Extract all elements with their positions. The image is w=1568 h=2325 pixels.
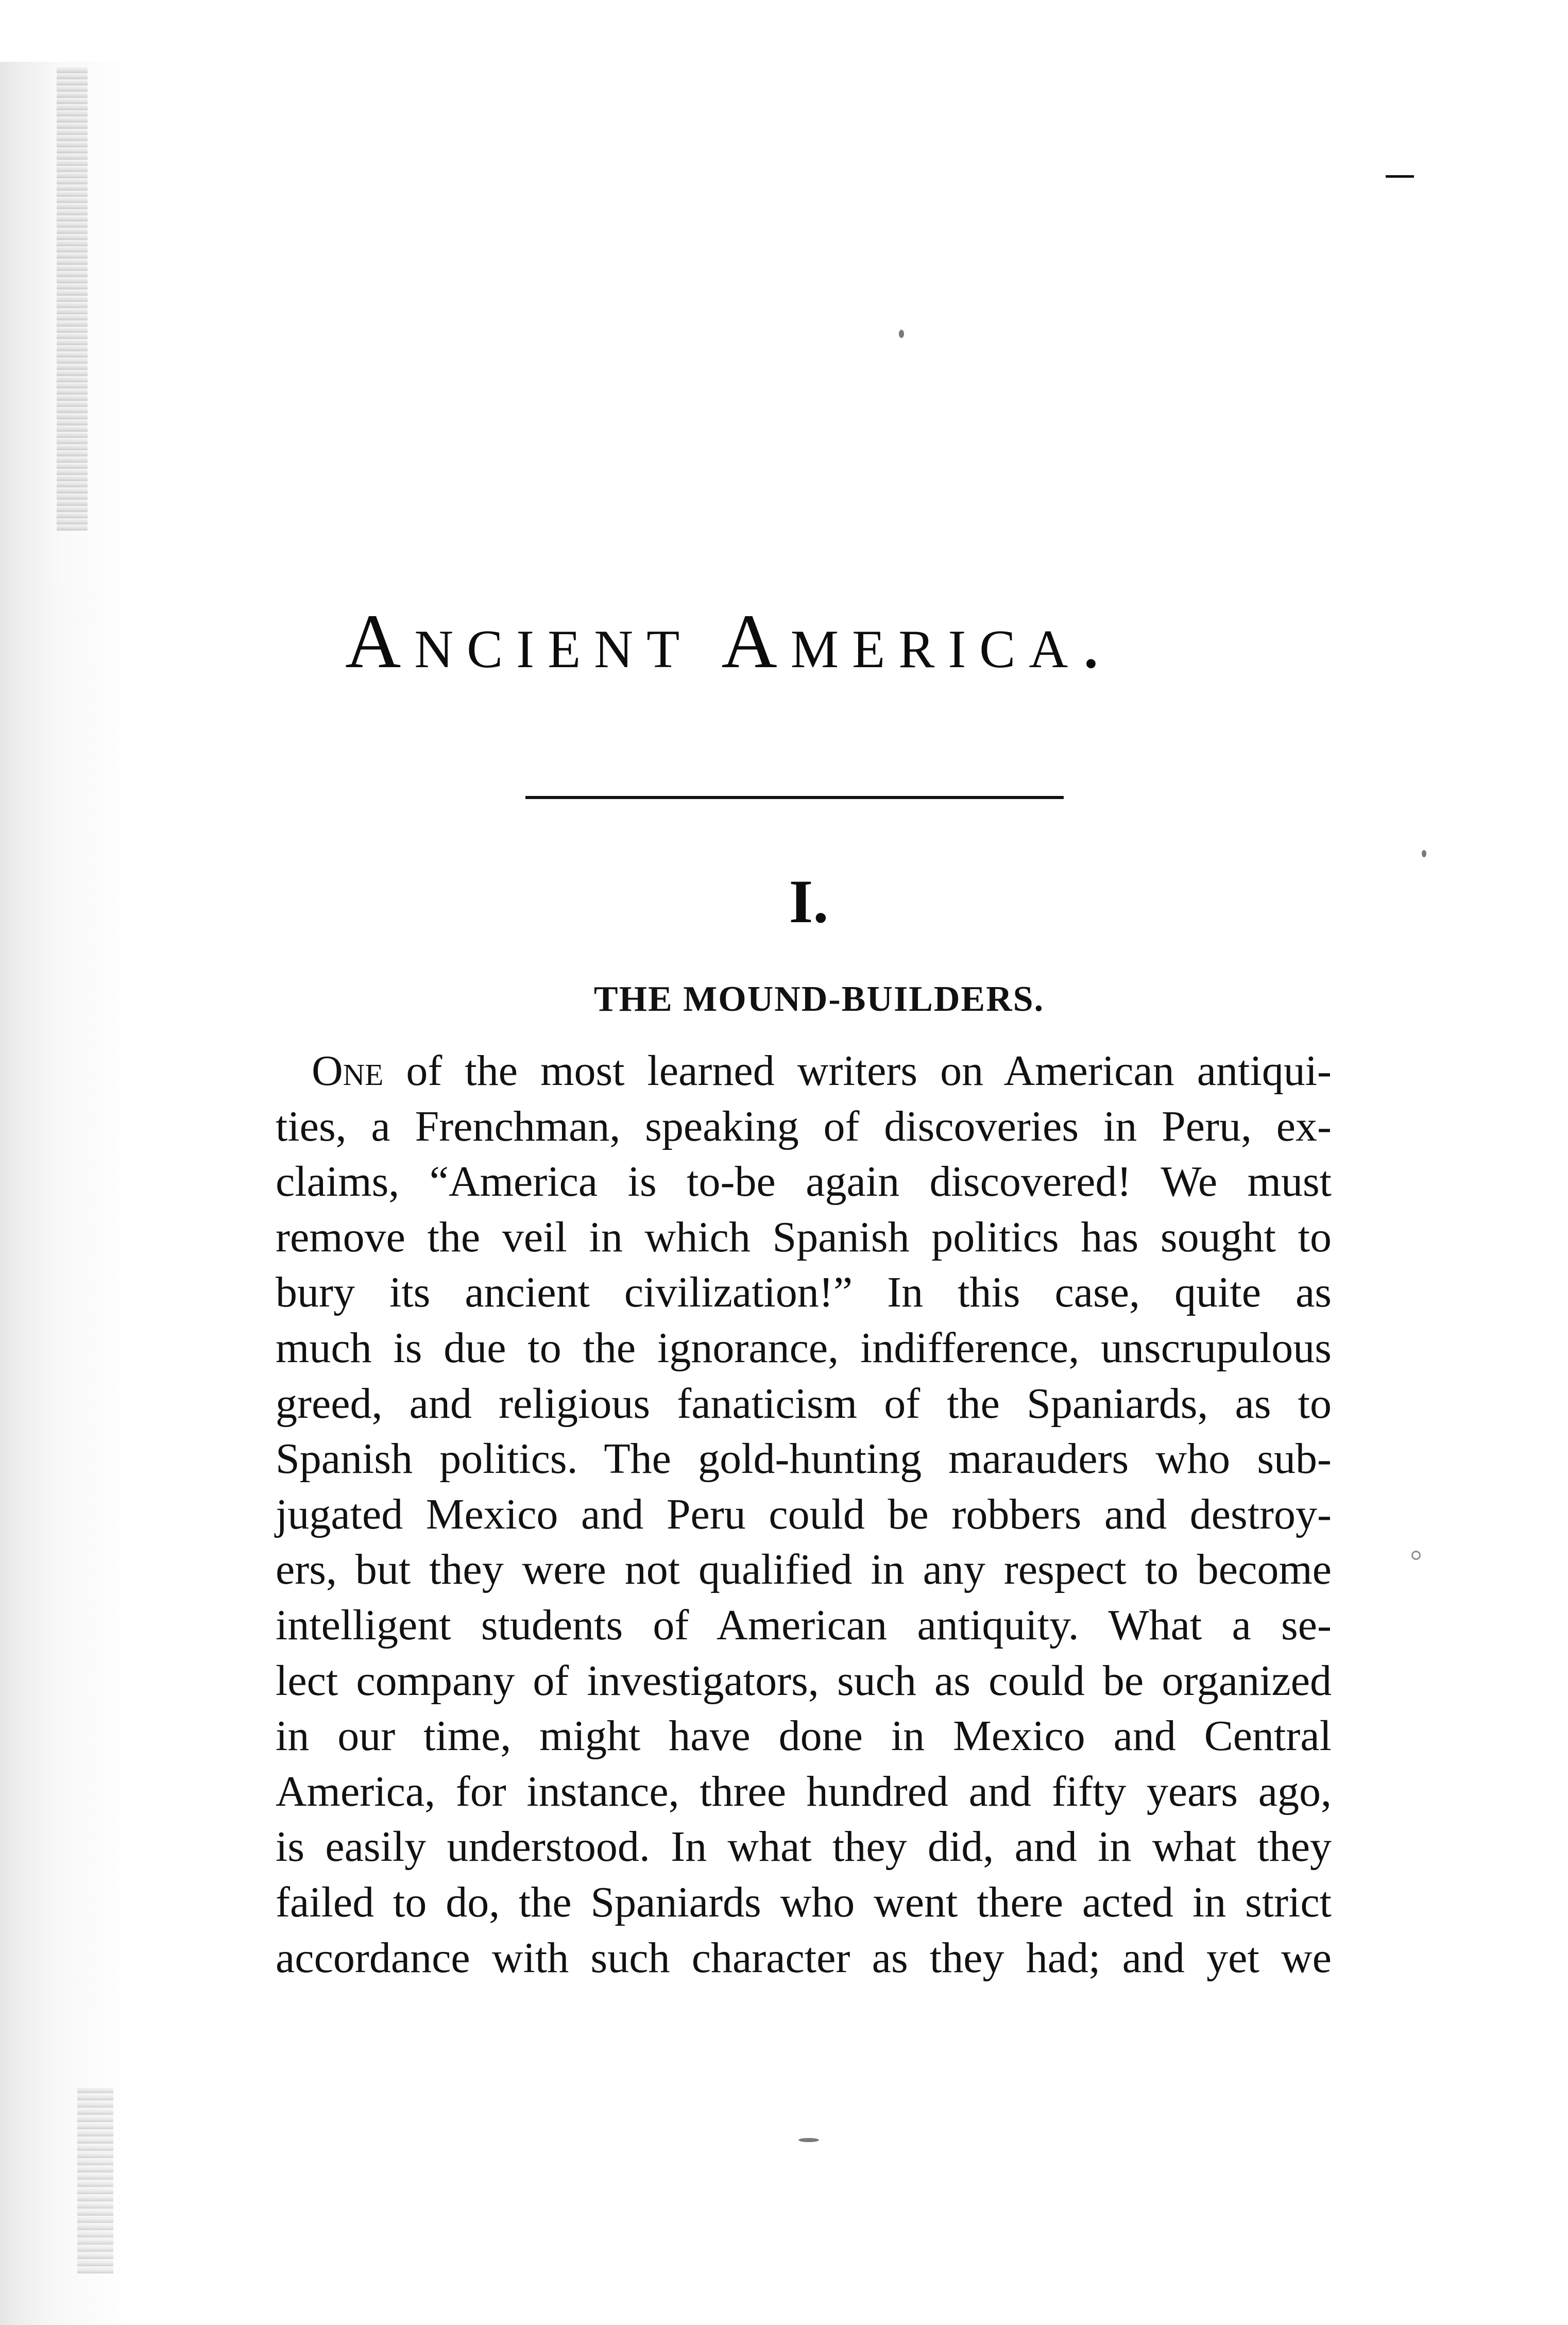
paragraph-line: bury its ancient civilization!” In this case, quite as <box>276 1268 1332 1317</box>
paragraph-line: is easily understood. In what they did, and in what they <box>276 1823 1332 1871</box>
body-paragraph <box>276 1043 1332 1985</box>
paragraph-line: Spanish politics. The gold-hunting marauders who sub- <box>276 1435 1332 1483</box>
paragraph-line: remove the veil in which Spanish politics has sought to <box>276 1213 1332 1261</box>
margin-dash-mark <box>1386 175 1414 178</box>
paragraph-line: accordance with such character as they had; and yet we <box>276 1933 1332 1982</box>
chapter-number: I. <box>789 867 829 936</box>
title-rule <box>525 796 1064 799</box>
paragraph-line <box>276 1043 1332 1099</box>
paragraph-line: in our time, might have done in Mexico and Central <box>276 1712 1332 1760</box>
print-speck <box>899 330 904 338</box>
paragraph-line: intelligent students of American antiquity. What a se- <box>276 1601 1332 1649</box>
paragraph-line: ers, but they were not qualified in any respect to become <box>276 1546 1332 1594</box>
chapter-title: THE MOUND-BUILDERS. <box>593 979 1045 1019</box>
print-speck <box>798 2138 819 2142</box>
paragraph-line: lect company of investigators, such as could be organized <box>276 1656 1332 1705</box>
paragraph-line: America, for instance, three hundred and fifty years ago, <box>276 1767 1332 1815</box>
print-speck <box>1411 1551 1421 1560</box>
paragraph-line: ties, a Frenchman, speaking of discoveries in Peru, ex- <box>276 1102 1332 1150</box>
print-speck <box>1422 850 1426 857</box>
paragraph-line: jugated Mexico and Peru could be robbers and destroy- <box>276 1490 1332 1538</box>
paragraph-line-text: of the most learned writers on American antiqui- <box>383 1047 1332 1095</box>
scanned-binding-edge <box>0 62 134 2325</box>
book-title: Ancient America. <box>345 599 1114 684</box>
paragraph-lead-word: One <box>312 1047 384 1095</box>
paragraph-line: much is due to the ignorance, indifference, unscrupulous <box>276 1323 1332 1372</box>
paragraph-line: claims, “America is to-be again discovered! We must <box>276 1158 1332 1206</box>
paragraph-line: failed to do, the Spaniards who went there acted in strict <box>276 1878 1332 1926</box>
paragraph-line: greed, and religious fanaticism of the Spaniards, as to <box>276 1379 1332 1428</box>
